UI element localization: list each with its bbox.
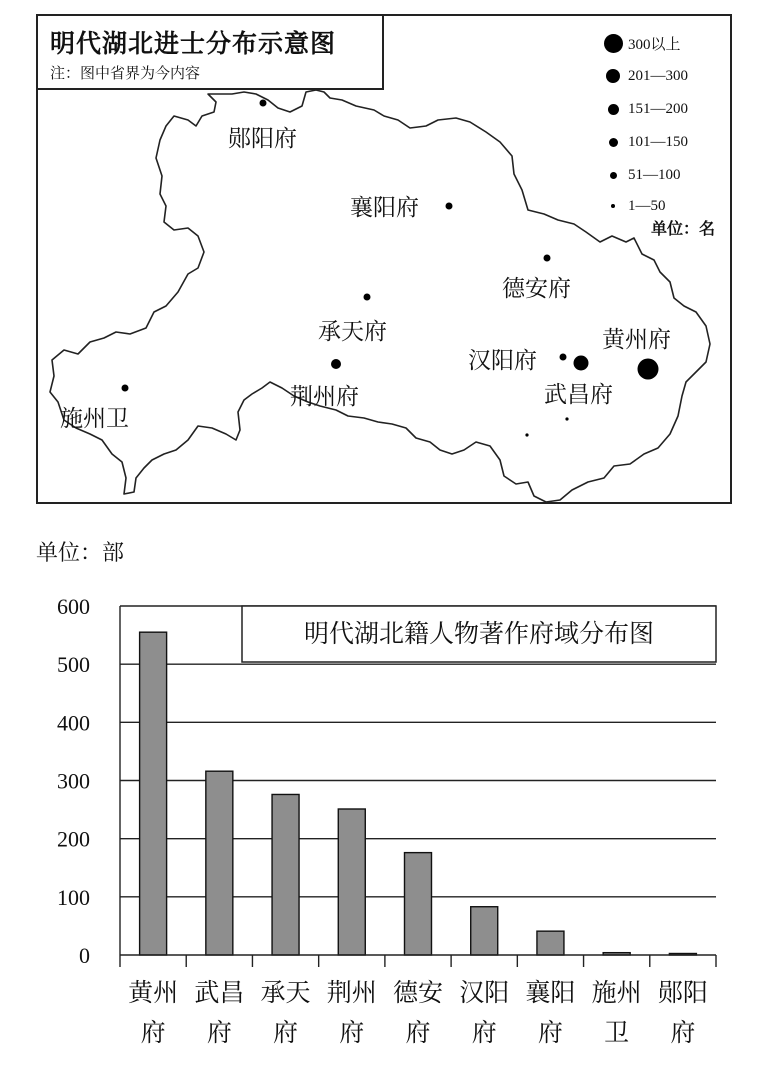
bar-荆州府 [338, 809, 365, 955]
x-tick-label: 德安 [392, 978, 444, 1007]
x-tick-label: 府 [206, 1018, 232, 1047]
bar-承天府 [272, 794, 299, 955]
bar-汉阳府 [471, 907, 498, 955]
legend-dot-icon [611, 204, 615, 208]
legend-dot-icon [606, 69, 620, 83]
bar-layer [140, 632, 697, 955]
bar-黄州府 [140, 632, 167, 955]
place-label-xiangyang: 襄阳府 [350, 195, 419, 221]
bar-chart [0, 590, 779, 1060]
legend-label: 1—50 [628, 197, 666, 214]
x-tick-label: 府 [471, 1018, 497, 1047]
place-label-dean: 德安府 [502, 276, 571, 302]
legend-label: 201—300 [628, 67, 688, 84]
place-label-hanyang: 汉阳府 [468, 348, 537, 374]
y-tick-label: 300 [57, 768, 90, 794]
marker-small-1 [565, 417, 568, 420]
map-note: 注：图中省界为今内容 [50, 64, 201, 82]
chart-title-layer [242, 606, 716, 662]
x-tick-label: 府 [670, 1018, 696, 1047]
marker-xiangyang [446, 203, 453, 210]
y-tick-label: 400 [57, 710, 90, 736]
marker-wuchang [574, 356, 589, 371]
x-tick-label: 汉阳 [459, 978, 510, 1007]
x-tick-label: 武昌 [194, 978, 245, 1007]
marker-shizhou [122, 385, 129, 392]
legend-dot-icon [609, 138, 618, 147]
y-tick-label: 600 [57, 594, 90, 619]
legend-label: 101—150 [628, 133, 688, 150]
bar-武昌府 [206, 771, 233, 955]
x-tick-label: 府 [537, 1018, 563, 1047]
x-tick-label: 府 [140, 1018, 166, 1047]
x-tick-label: 府 [273, 1018, 299, 1047]
legend-label: 151—200 [628, 100, 688, 117]
legend-unit: 单位：名 [651, 219, 716, 238]
x-tick-label: 承天 [260, 978, 311, 1007]
x-tick-label: 黄州 [128, 978, 179, 1007]
legend-item-51-100 [598, 160, 681, 190]
bar-德安府 [405, 853, 432, 955]
marker-huangzhou [638, 359, 659, 380]
bar-襄阳府 [537, 931, 564, 955]
marker-yunyang [260, 100, 267, 107]
legend-dot-icon [604, 34, 623, 53]
legend-item-151-200 [598, 94, 688, 124]
chart-title: 明代湖北籍人物著作府域分布图 [303, 619, 655, 648]
place-label-wuchang: 武昌府 [544, 382, 613, 408]
legend-dot-icon [608, 104, 619, 115]
x-tick-label: 襄阳 [525, 978, 576, 1007]
y-tick-label: 100 [57, 884, 90, 910]
marker-dean [544, 255, 551, 262]
x-tick-label: 荆州 [326, 978, 377, 1007]
place-label-huangzhou: 黄州府 [602, 327, 671, 353]
marker-jingzhou [331, 359, 341, 369]
place-label-yunyang: 郧阳府 [228, 126, 297, 152]
legend-label: 300以上 [628, 36, 681, 53]
place-label-jingzhou: 荆州府 [290, 384, 359, 410]
map-title: 明代湖北进士分布示意图 [50, 29, 337, 58]
map-title-box [38, 16, 384, 90]
x-tick-label: 府 [339, 1018, 365, 1047]
y-tick-label: 0 [79, 943, 90, 968]
marker-hanyang [560, 354, 567, 361]
marker-small-2 [525, 433, 528, 436]
marker-chengtian [364, 294, 371, 301]
place-label-shizhou: 施州卫 [60, 406, 129, 432]
x-tick-label: 施州 [591, 978, 642, 1007]
legend-label: 51—100 [628, 166, 681, 183]
chart-unit-label: 单位：部 [36, 541, 125, 566]
x-tick-label: 卫 [604, 1018, 630, 1047]
legend-dot-icon [610, 172, 617, 179]
y-tick-label: 200 [57, 826, 90, 852]
legend-item-300plus [598, 28, 681, 58]
legend-item-101-150 [598, 127, 688, 157]
place-label-chengtian: 承天府 [318, 319, 387, 345]
y-tick-label: 500 [57, 652, 90, 678]
x-tick-label: 郧阳 [657, 978, 708, 1007]
map-panel [36, 14, 732, 504]
legend-item-201-300 [598, 61, 688, 91]
x-tick-label: 府 [405, 1018, 431, 1047]
